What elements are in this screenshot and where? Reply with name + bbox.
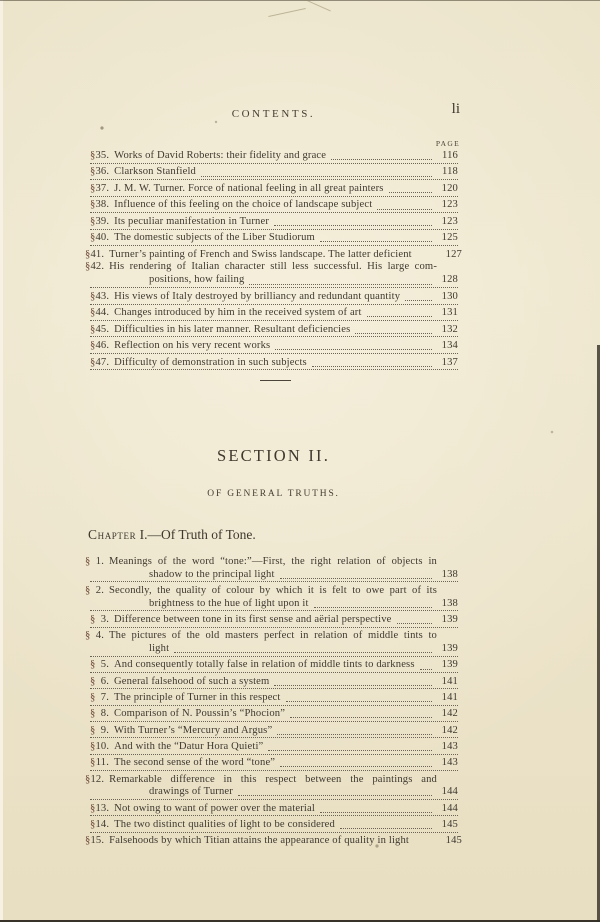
toc-row <box>85 261 462 274</box>
section-label <box>90 324 109 337</box>
page-number: 137 <box>441 356 458 368</box>
section-number: 46. <box>95 340 110 352</box>
scan-edge-left <box>0 0 3 922</box>
section-number: 10. <box>95 740 110 752</box>
toc-row <box>90 819 458 833</box>
section-label <box>85 249 104 262</box>
toc-row <box>90 232 458 246</box>
entry-title: His rendering of Italian character still less successful. His large com- <box>109 261 437 273</box>
toc-row <box>90 708 458 722</box>
page-number: 138 <box>441 597 458 609</box>
entry-title: Clarkson Stanfield <box>114 166 197 178</box>
toc-row <box>85 249 462 262</box>
entry-title: His views of Italy destroyed by brilliancy and redundant quantity <box>114 290 401 302</box>
section-mark-icon: § <box>90 182 96 194</box>
section-number: 47. <box>95 356 110 368</box>
dot-leader <box>389 192 432 193</box>
page-number: 125 <box>441 232 458 244</box>
section-mark-icon: § <box>90 232 96 244</box>
toc-list-section-35-47 <box>85 150 462 373</box>
toc-row <box>90 291 458 305</box>
dot-leader <box>320 241 432 242</box>
page-column-label: PAGE <box>435 139 460 148</box>
toc-row <box>90 803 458 817</box>
toc-row <box>90 307 458 321</box>
section-mark-icon: § <box>85 773 91 785</box>
entry-title: Difference between tone in its first sense and aërial perspective <box>114 614 392 626</box>
section-mark-icon: § <box>90 757 96 769</box>
toc-row <box>90 216 458 230</box>
section-label <box>85 556 104 569</box>
section-mark-icon: § <box>90 740 96 752</box>
page-number: 142 <box>441 724 458 736</box>
section-mark-icon: § <box>90 290 96 302</box>
page-number: 138 <box>441 568 458 580</box>
entry-title: drawings of Turner <box>149 786 233 798</box>
section-mark-icon: § <box>90 356 96 368</box>
section-label <box>90 659 109 672</box>
section-number: 35. <box>95 150 110 161</box>
section-label <box>85 630 104 643</box>
section-number: 15. <box>90 835 105 847</box>
toc-row <box>90 150 458 164</box>
page-number: 123 <box>441 199 458 211</box>
dot-leader <box>312 366 432 367</box>
page-number: 143 <box>441 757 458 769</box>
dot-leader <box>340 828 432 829</box>
section-number: 36. <box>95 166 110 178</box>
toc-row <box>90 659 458 673</box>
section-divider-rule <box>260 380 291 381</box>
section-mark-icon: § <box>85 630 91 642</box>
page-number: 123 <box>441 215 458 227</box>
entry-title: brightness to the hue of light upon it <box>149 597 309 609</box>
chapter-heading-rest: I.—Of Truth of Tone. <box>136 527 256 542</box>
page-number: 130 <box>441 290 458 302</box>
page-number: 141 <box>441 692 458 704</box>
section-number: 37. <box>95 182 110 194</box>
toc-list-section-1-15 <box>85 556 462 848</box>
entry-title: Remarkable difference in this respect between the paintings and <box>109 773 437 785</box>
chapter-heading <box>88 527 256 543</box>
section-label <box>90 216 109 229</box>
dot-leader <box>174 652 432 653</box>
page-number: 128 <box>441 274 458 286</box>
section-label <box>90 757 109 770</box>
entry-title: Secondly, the quality of colour by which it is felt to owe part of its <box>109 585 437 597</box>
section-label <box>85 774 104 787</box>
paper-crease <box>268 8 305 17</box>
entry-title: Its peculiar manifestation in Turner <box>114 215 270 227</box>
section-number: 8. <box>100 708 109 720</box>
section-number: 39. <box>95 215 110 227</box>
entry-title: The pictures of the old masters perfect in relation of middle tints to <box>109 630 437 642</box>
entry-title: Turner’s painting of French and Swiss landscape. The latter deficient <box>109 248 412 260</box>
section-subheading: OF GENERAL TRUTHS. <box>207 489 340 499</box>
section-label <box>90 676 109 689</box>
section-mark-icon: § <box>90 659 96 671</box>
section-label <box>90 692 109 705</box>
section-mark-icon: § <box>90 199 96 211</box>
paper-specks <box>0 0 2 2</box>
page-number: 131 <box>441 307 458 319</box>
toc-row <box>85 630 462 643</box>
section-number: 14. <box>95 818 110 830</box>
dot-leader <box>397 623 432 624</box>
dot-leader <box>367 316 432 317</box>
section-label <box>90 803 109 816</box>
toc-row <box>90 598 458 612</box>
page-number: 139 <box>441 614 458 626</box>
page-number: 139 <box>441 659 458 671</box>
section-number: 6. <box>100 675 109 687</box>
toc-row <box>90 199 458 213</box>
dot-leader <box>314 607 432 608</box>
entry-title: Not owing to want of power over the material <box>114 802 315 814</box>
dot-leader <box>201 176 432 177</box>
entry-title: The principle of Turner in this respect <box>114 692 281 704</box>
toc-row <box>90 692 458 706</box>
toc-row <box>90 757 458 771</box>
page-number: 120 <box>441 182 458 194</box>
section-label <box>90 741 109 754</box>
dot-leader <box>377 209 432 210</box>
page-number: 116 <box>442 150 458 161</box>
page-number: 139 <box>441 643 458 655</box>
entry-title: Difficulty of demonstration in such subjects <box>114 356 307 368</box>
entry-title: The domestic subjects of the Liber Studiorum <box>114 232 315 244</box>
section-label <box>85 835 104 848</box>
section-mark-icon: § <box>90 340 96 352</box>
toc-row <box>90 786 458 800</box>
section-mark-icon: § <box>90 724 96 736</box>
section-number: 38. <box>95 199 110 211</box>
page-number: 127 <box>445 248 462 260</box>
section-label <box>90 183 109 196</box>
entry-title: light <box>149 643 170 655</box>
section-mark-icon: § <box>90 323 96 335</box>
entry-title: With Turner’s “Mercury and Argus” <box>114 724 273 736</box>
section-mark-icon: § <box>85 556 91 567</box>
page-number: 145 <box>441 818 458 830</box>
toc-row <box>90 166 458 180</box>
scan-edge-top <box>0 0 600 1</box>
entry-title: Meanings of the word “tone:”—First, the right relation of objects in <box>109 556 437 567</box>
section-number: 3. <box>100 614 109 626</box>
section-label <box>90 708 109 721</box>
toc-row <box>90 725 458 739</box>
page-number: 143 <box>441 740 458 752</box>
toc-row <box>90 183 458 197</box>
entry-title: And consequently totally false in relation of middle tints to darkness <box>114 659 415 671</box>
section-label <box>90 307 109 320</box>
dot-leader <box>331 159 432 160</box>
section-label <box>90 232 109 245</box>
dot-leader <box>280 578 432 579</box>
dot-leader <box>320 812 432 813</box>
entry-title: Influence of this feeling on the choice of landscape subject <box>114 199 373 211</box>
section-label <box>90 199 109 212</box>
dot-leader <box>290 717 432 718</box>
section-mark-icon: § <box>90 692 96 704</box>
entry-title: Difficulties in his later manner. Resultant deficiencies <box>114 323 351 335</box>
entry-title: Reflection on his very recent works <box>114 340 271 352</box>
page-number: 144 <box>441 802 458 814</box>
section-mark-icon: § <box>90 166 96 178</box>
toc-row <box>90 357 458 371</box>
toc-row <box>90 676 458 690</box>
folio-page-number: li <box>451 101 460 117</box>
dot-leader <box>274 685 432 686</box>
entry-title: The second sense of the word “tone” <box>114 757 276 769</box>
section-mark-icon: § <box>90 708 96 720</box>
section-mark-icon: § <box>85 261 91 273</box>
dot-leader <box>420 669 432 670</box>
dot-leader <box>249 284 432 285</box>
section-label <box>90 150 109 163</box>
toc-row <box>90 569 458 583</box>
entry-title: shadow to the principal light <box>149 568 275 580</box>
dot-leader <box>286 701 433 702</box>
section-number: 2. <box>95 585 104 597</box>
section-number: 43. <box>95 290 110 302</box>
section-mark-icon: § <box>85 835 91 847</box>
section-number: 1. <box>95 556 104 567</box>
section-number: 40. <box>95 232 110 244</box>
section-label <box>90 357 109 370</box>
section-number: 7. <box>100 692 109 704</box>
page-number: 144 <box>441 786 458 798</box>
toc-row <box>85 835 462 848</box>
section-number: 12. <box>90 773 105 785</box>
page-number: 145 <box>445 835 462 847</box>
page-number: 141 <box>441 675 458 687</box>
dot-leader <box>275 349 432 350</box>
entry-title: The two distinct qualities of light to be considered <box>114 818 335 830</box>
section-number: 44. <box>95 307 110 319</box>
section-label <box>90 614 109 627</box>
section-label <box>85 585 104 598</box>
page-number: 142 <box>441 708 458 720</box>
toc-row <box>90 643 458 657</box>
section-mark-icon: § <box>90 150 96 161</box>
page-number: 132 <box>441 323 458 335</box>
dot-leader <box>280 766 432 767</box>
chapter-heading-prefix: Chapter <box>88 527 137 542</box>
section-label <box>90 166 109 179</box>
section-label <box>90 291 109 304</box>
section-label <box>90 725 109 738</box>
entry-title: And with the “Datur Hora Quieti” <box>114 740 264 752</box>
section-number: 42. <box>90 261 105 273</box>
toc-row <box>90 614 458 628</box>
section-number: 9. <box>100 724 109 736</box>
entry-title: J. M. W. Turner. Force of national feeling in all great painters <box>114 182 384 194</box>
section-mark-icon: § <box>90 818 96 830</box>
toc-row <box>90 741 458 755</box>
dot-leader <box>277 734 432 735</box>
section-mark-icon: § <box>90 614 96 626</box>
section-mark-icon: § <box>85 585 91 597</box>
entry-title: positions, how failing <box>149 274 245 286</box>
section-number: 45. <box>95 323 110 335</box>
section-mark-icon: § <box>90 307 96 319</box>
section-number: 11. <box>95 757 109 769</box>
section-mark-icon: § <box>90 802 96 814</box>
dot-leader <box>238 795 432 796</box>
section-mark-icon: § <box>90 675 96 687</box>
toc-row <box>85 585 462 598</box>
section-number: 13. <box>95 802 110 814</box>
toc-row <box>90 274 458 288</box>
paper-crease <box>301 0 331 11</box>
dot-leader <box>405 300 432 301</box>
page-number: 134 <box>441 340 458 352</box>
section-mark-icon: § <box>90 215 96 227</box>
dot-leader <box>274 225 432 226</box>
section-number: 41. <box>90 248 105 260</box>
toc-row <box>90 324 458 338</box>
entry-title: General falsehood of such a system <box>114 675 270 687</box>
dot-leader <box>355 333 432 334</box>
section-label <box>85 261 104 274</box>
running-head-title: CONTENTS. <box>231 108 316 120</box>
entry-title: Comparison of N. Poussin’s “Phocion” <box>114 708 286 720</box>
entry-title: Falsehoods by which Titian attains the appearance of quality in light <box>109 835 410 847</box>
section-number: 4. <box>95 630 104 642</box>
entry-title: Changes introduced by him in the received system of art <box>114 307 362 319</box>
section-number: 5. <box>100 659 109 671</box>
section-mark-icon: § <box>85 248 91 260</box>
toc-row <box>90 340 458 354</box>
toc-row <box>85 556 462 569</box>
section-heading: SECTION II. <box>216 446 331 465</box>
section-label <box>90 819 109 832</box>
toc-row <box>85 774 462 787</box>
page-number: 118 <box>442 166 458 178</box>
dot-leader <box>268 750 432 751</box>
section-label <box>90 340 109 353</box>
entry-title: Works of David Roberts: their fidelity and grace <box>114 150 327 161</box>
